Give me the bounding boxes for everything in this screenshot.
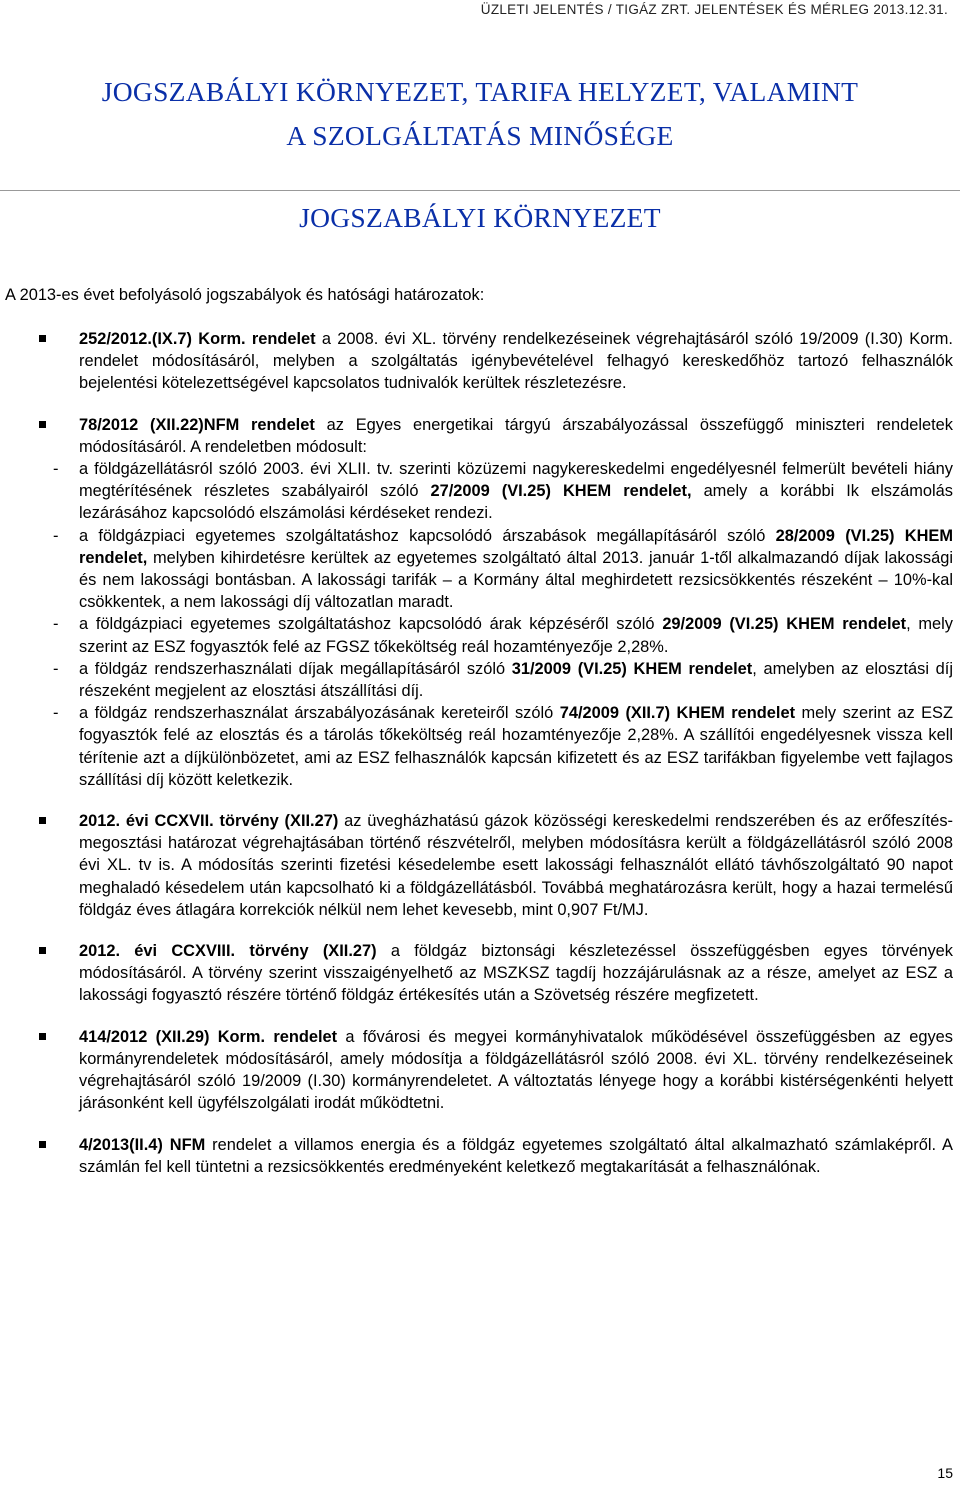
- intro-text: A 2013-es évet befolyásoló jogszabályok és hatósági határozatok:: [5, 286, 485, 304]
- dash-marker: -: [53, 526, 59, 545]
- bullet-square-icon: [39, 1033, 46, 1040]
- regulation-text: az Egyes energetikai tárgyú árszabályozással összefüggő miniszteri rendeletek módosításáról. A rendeletben módosult:: [79, 415, 953, 456]
- sub-item-ref: 74/2009 (XII.7) KHEM rendelet: [559, 704, 796, 723]
- regulation-ref: 252/2012.(IX.7) Korm. rendelet: [79, 330, 316, 348]
- dash-marker: -: [53, 615, 59, 634]
- dash-marker: -: [53, 460, 59, 479]
- regulation-ref: 4/2013(II.4) NFM: [79, 1135, 206, 1154]
- main-title: [0, 70, 960, 158]
- dash-marker: -: [53, 659, 59, 678]
- sub-item-text: a földgázellátásról szóló 2003. évi XLII. tv. szerinti közüzemi nagykereskedelmi engedélyesnél felmerült bevételi hiány megtérítésének részletes szabályairól szóló: [79, 460, 953, 501]
- regulation-text: a fővárosi és megyei kormányhivatalok működésével összefüggésben az egyes kormányrendeletek módosításáról, amely módosítja a földgázellátásról szóló 2008. évi XL. törvény rendelkezéseinek végrehajtásáról szóló 19/2009 (I.30) kormányrendeletet. A változtatás lényege hogy a korábbi kistérségenkénti helyett járásonként kell ügyfélszolgálati irodát működtetni.: [79, 1027, 953, 1113]
- sub-item-ref: 28/2009 (VI.25) KHEM rendelet,: [79, 526, 953, 567]
- sub-item: [53, 525, 953, 614]
- page-number: 15: [937, 1465, 953, 1481]
- sub-item-text: , amelyben az elosztási díj részeként megjelent az elosztási átszállítási díj.: [79, 659, 953, 701]
- list-item: [0, 810, 960, 921]
- regulation-text: a 2008. évi XL. törvény rendelkezéseinek végrehajtásáról szóló 19/2009 (I.30) Korm. rendelet módosításáról, melyben a szolgáltatás igénybevételével felhagyó kereskedőhöz tartozó felhasználók bejelentési kötelezettségével kapcsolatos tudnivalók kerültek részletezésre.: [79, 330, 953, 393]
- sub-item: [53, 702, 953, 791]
- list-item: [0, 414, 960, 791]
- regulation-ref: 2012. évi CCXVII. törvény (XII.27): [79, 812, 339, 831]
- main-title-line-2: A SZOLGÁLTATÁS MINŐSÉGE: [286, 120, 674, 151]
- sub-item-ref: 31/2009 (VI.25) KHEM rendelet: [511, 659, 753, 678]
- sub-item: [53, 658, 953, 702]
- sub-item-text: a földgáz rendszerhasználat árszabályozásának kereteiről szóló: [79, 704, 560, 723]
- bullet-square-icon: [39, 817, 46, 824]
- sub-item-text: a földgázpiaci egyetemes szolgáltatáshoz kapcsolódó árak képzéséről szóló: [79, 615, 663, 634]
- sub-item-text: a földgáz rendszerhasználati díjak megállapításáról szóló: [79, 659, 512, 678]
- running-header: ÜZLETI JELENTÉS / TIGÁZ ZRT. JELENTÉSEK ÉS MÉRLEG 2013.12.31.: [480, 2, 948, 17]
- regulation-ref: 414/2012 (XII.29) Korm. rendelet: [79, 1027, 338, 1046]
- list-item: [0, 328, 960, 395]
- bullet-square-icon: [39, 947, 46, 954]
- bullet-square-icon: [39, 335, 46, 342]
- sub-item: [53, 613, 953, 657]
- list-item: [0, 1134, 960, 1178]
- sub-item-ref: 27/2009 (VI.25) KHEM rendelet,: [430, 482, 692, 501]
- sub-item-text: amely a korábbi Ik elszámolás lezárásához kapcsolódó elszámolási kérdéseket rendezi.: [79, 482, 953, 523]
- list-item: [0, 940, 960, 1007]
- sub-item-text: melyben kihirdetésre kerültek az egyetemes szolgáltató által 2013. január 1-től alkalmazandó díjak lakossági és nem lakossági bontásban. A lakossági tarifák – a Kormány által meghirdetett rezsicsökkentés részeként – 10%-kal csökkentek, a nem lakossági díj változatlan maradt.: [79, 548, 953, 612]
- regulation-list: [0, 328, 960, 1178]
- sub-item-ref: 29/2009 (VI.25) KHEM rendelet: [662, 615, 907, 634]
- sub-item-text: , mely szerint az ESZ fogyasztók felé az FGSZ tőkeköltség reál hozamtényezője 2,28%.: [79, 615, 954, 656]
- regulation-text: az üvegházhatású gázok közösségi kereskedelmi rendszerében és az erőfeszítés-megosztási határozat végrehajtásában történő részvételről, melyben módosításra került a földgázellátásról szóló 2008 évi XL. tv is. A módosítás szerinti fizetési késedelembe esett lakossági felhasználót ellátó távhőszolgáltató 90 napot meghaladó késedelem után kapcsolható ki a földgázellátásból. Továbbá meghatározásra került, hogy a hazai termelésű földgáz éves átlagára korrekciók nélkül nem lehet kevesebb, mint 0,907 Ft/MJ.: [79, 812, 954, 919]
- regulation-ref: 78/2012 (XII.22)NFM rendelet: [79, 415, 315, 434]
- main-title-line-1: JOGSZABÁLYI KÖRNYEZET, TARIFA HELYZET, VALAMINT: [101, 76, 859, 107]
- bullet-square-icon: [39, 421, 46, 428]
- dash-marker: -: [53, 704, 59, 723]
- title-divider: [0, 190, 960, 191]
- regulation-text: rendelet a villamos energia és a földgáz egyetemes szolgáltató által alkalmazható számlaképről. A számlán fel kell tüntetni a rezsicsökkentés eredményeként keletkező megtakarítását a felhasználónak.: [79, 1135, 953, 1176]
- sub-item-text: a földgázpiaci egyetemes szolgáltatáshoz kapcsolódó árszabások megállapításáról szóló: [79, 526, 776, 545]
- regulation-ref: 2012. évi CCXVIII. törvény (XII.27): [79, 942, 377, 961]
- regulation-text: a földgáz biztonsági készletezéssel összefüggésben egyes törvények módosításáról. A törvény szerint visszaigényelhető az MSZKSZ tagdíj hozzájárulásnak az a része, amelyet az ESZ a lakossági fogyasztó részére történő földgáz értékesítés után a Szövetség részére megfizetett.: [79, 942, 953, 1005]
- sub-item: [53, 458, 953, 525]
- list-item: [0, 1026, 960, 1115]
- bullet-square-icon: [39, 1141, 46, 1148]
- section-title: JOGSZABÁLYI KÖRNYEZET: [299, 202, 661, 233]
- sub-item-text: mely szerint az ESZ fogyasztók felé az elosztás és a tárolás tőkeköltség reál hozamtényezője 2,28%. A szállítói engedélyesnek vissza kell térítenie azt a díjkülönbözetet, ami az ESZ felhasználók kapcsán kifizetett és az ESZ tarifákban figyelembe vett fajlagos szállítási díj között keletkezik.: [79, 704, 953, 789]
